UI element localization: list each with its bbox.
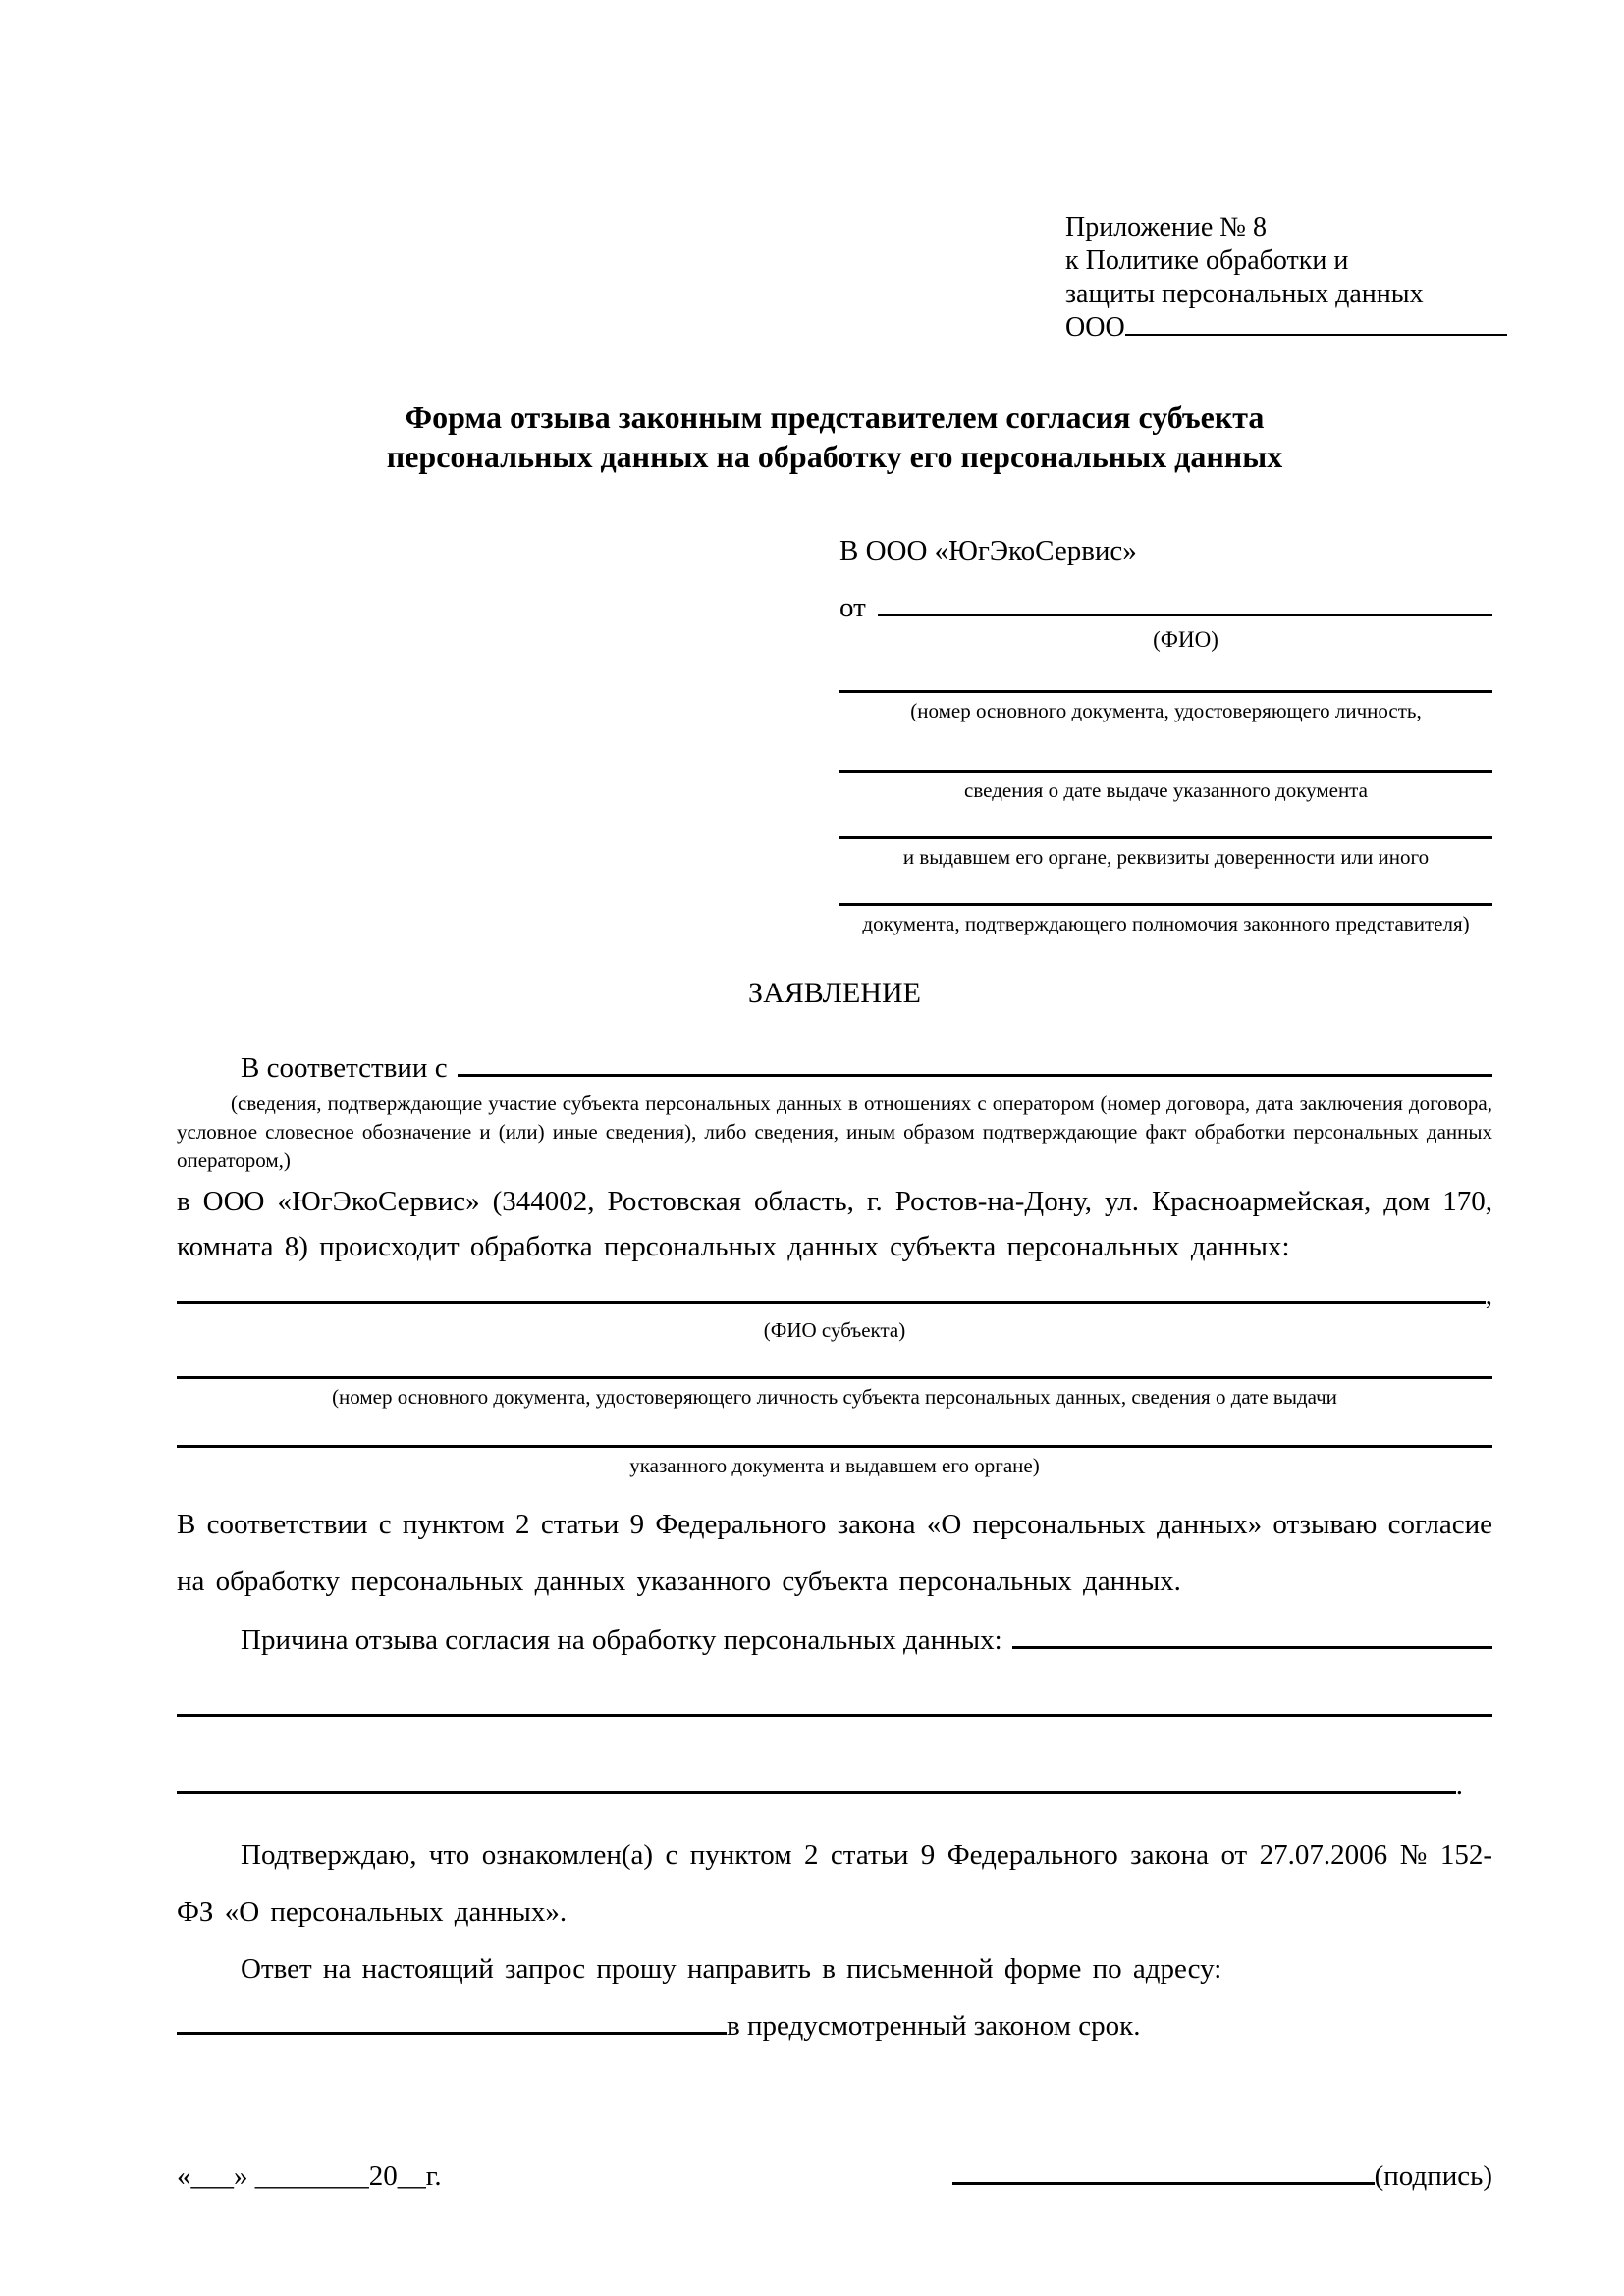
ooo-blank-line — [1125, 334, 1507, 336]
signature-footer — [177, 2161, 1492, 2193]
operator-relation-note: (сведения, подтверждающие участие субъекта персональных данных в отношениях с оператором (номер договора, дата заключения договора, условное словесное обозначение и (или) иные сведения), либо сведения, иным образом подтверждающие факт обработки персональных данных оператором,) — [177, 1092, 1492, 1172]
in-accordance-row — [177, 1050, 1492, 1086]
reason-blank-2 — [177, 1714, 1492, 1717]
appendix-header — [1065, 211, 1507, 345]
representative-doc-caption-4: документа, подтверждающего полномочия законного представителя) — [862, 912, 1470, 935]
appendix-policy-line: к Политике обработки и — [1065, 245, 1349, 276]
appendix-ooo-row — [1065, 311, 1507, 345]
reply-address-blank — [177, 2032, 727, 2035]
representative-doc-field-2 — [839, 770, 1492, 803]
date-line: «___» ________20__г. — [177, 2161, 442, 2192]
subject-fio-blank — [177, 1301, 1486, 1304]
from-blank-line — [878, 614, 1492, 616]
addressee-organization: В ООО «ЮгЭкоСервис» — [839, 535, 1137, 566]
addressee-block — [839, 533, 1492, 936]
operator-paragraph: в ООО «ЮгЭкоСервис» (344002, Ростовская область, г. Ростов-на-Дону, ул. Красноармейская, дом 170, комната 8) происходит обработка персональных данных субъекта персональных данных: — [177, 1186, 1492, 1262]
appendix-protection-line: защиты персональных данных — [1065, 279, 1424, 309]
form-title-line-1: Форма отзыва законным представителем согласия субъекта — [405, 400, 1265, 435]
form-title-line-2: персональных данных на обработку его персональных данных — [386, 439, 1283, 474]
reason-blank-1 — [1012, 1646, 1492, 1649]
reason-blank-3 — [177, 1791, 1456, 1794]
withdraw-paragraph: В соответствии с пунктом 2 статьи 9 Федерального закона «О персональных данных» отзываю согласие на обработку персональных данных указанного субъекта персональных данных. — [177, 1509, 1492, 1597]
representative-doc-field-3 — [839, 836, 1492, 870]
in-accordance-blank — [458, 1074, 1492, 1077]
fio-caption: (ФИО) — [1153, 627, 1218, 652]
statement-heading: ЗАЯВЛЕНИЕ — [748, 977, 921, 1009]
confirm-paragraph: Подтверждаю, что ознакомлен(а) с пунктом 2 статьи 9 Федерального закона от 27.07.2006 № 152-ФЗ «О персональных данных». — [177, 1840, 1492, 1928]
signature-group — [952, 2161, 1492, 2193]
subject-doc-caption-1: (номер основного документа, удостоверяющего личность субъекта персональных данных, сведения о дате выдачи — [332, 1385, 1337, 1409]
ooo-label: ООО — [1065, 312, 1125, 343]
representative-doc-caption-3: и выдавшем его органе, реквизиты доверенности или иного — [902, 845, 1430, 869]
representative-doc-field-4 — [839, 903, 1492, 936]
subject-fio-comma: , — [1485, 1279, 1492, 1310]
from-row — [839, 590, 1492, 625]
subject-fio-caption: (ФИО субъекта) — [763, 1318, 906, 1342]
reason-row — [177, 1612, 1492, 1669]
in-accordance-label: В соответствии с — [241, 1052, 448, 1084]
reason-period: . — [1455, 1770, 1463, 1801]
representative-doc-caption-1: (номер основного документа, удостоверяющего личность, — [910, 699, 1422, 722]
signature-blank — [952, 2182, 1375, 2185]
reason-blank-3-row — [177, 1768, 1492, 1803]
reply-address-row — [177, 1998, 1492, 2055]
subject-doc-caption-2: указанного документа и выдавшем его органе) — [629, 1454, 1040, 1477]
signature-caption: (подпись) — [1374, 2161, 1492, 2192]
reason-label: Причина отзыва согласия на обработку персональных данных: — [241, 1625, 1002, 1656]
form-title — [177, 398, 1492, 476]
reply-paragraph: Ответ на настоящий запрос прошу направить в письменной форме по адресу: — [241, 1953, 1222, 1985]
from-label: от — [839, 592, 866, 623]
representative-doc-field-1 — [839, 690, 1492, 723]
reply-suffix: в предусмотренный законом срок. — [727, 2010, 1141, 2042]
representative-doc-caption-2: сведения о дате выдаче указанного документа — [964, 778, 1368, 802]
subject-fio-row — [177, 1277, 1492, 1312]
appendix-number: Приложение № 8 — [1065, 212, 1267, 242]
